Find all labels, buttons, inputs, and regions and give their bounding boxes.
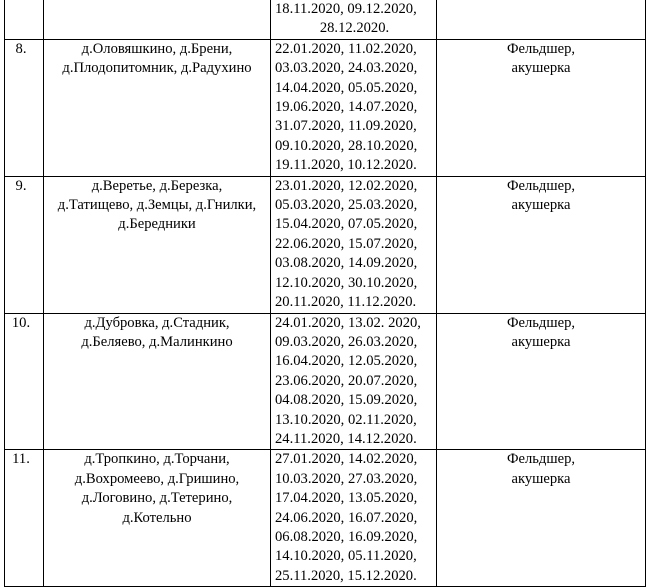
- date-line: 31.07.2020, 11.09.2020,: [275, 118, 417, 135]
- staff-line: акушерка: [511, 333, 571, 350]
- table-row: [5, 0, 646, 39]
- staff-line: Фельдшер,: [506, 177, 576, 194]
- date-line: 24.06.2020, 16.07.2020,: [275, 509, 418, 526]
- date-line: 03.08.2020, 14.09.2020,: [275, 255, 418, 272]
- village-line: д.Тропкино, д.Торчани,: [84, 451, 230, 468]
- date-line: 14.04.2020, 05.05.2020,: [275, 79, 418, 96]
- date-line: 15.04.2020, 07.05.2020,: [275, 216, 418, 233]
- row-number: 10.: [11, 314, 31, 331]
- staff-line: Фельдшер,: [506, 451, 576, 468]
- date-line: 06.08.2020, 16.09.2020,: [275, 528, 418, 545]
- village-line: д.Вохромеево, д.Гришино,: [74, 470, 240, 487]
- date-line: 09.03.2020, 26.03.2020,: [275, 333, 418, 350]
- date-line: 13.10.2020, 02.11.2020,: [275, 411, 417, 428]
- village-line: д.Дубровка, д.Стадник,: [84, 314, 230, 331]
- schedule-table: [4, 0, 646, 587]
- row-number-cell: [5, 0, 44, 39]
- date-line: 27.01.2020, 14.02.2020,: [275, 451, 418, 468]
- villages-cell: [44, 176, 271, 313]
- date-line: 24.11.2020, 14.12.2020.: [275, 430, 417, 447]
- date-line: 04.08.2020, 15.09.2020,: [275, 392, 418, 409]
- date-line: 25.11.2020, 15.12.2020.: [275, 567, 417, 584]
- staff-cell: [437, 450, 646, 587]
- date-line: 22.06.2020, 15.07.2020,: [275, 235, 418, 252]
- date-line: 22.01.2020, 11.02.2020,: [275, 40, 417, 57]
- date-line: 28.12.2020.: [319, 20, 390, 37]
- dates-cell: [271, 313, 437, 450]
- date-line: 10.03.2020, 27.03.2020,: [275, 470, 418, 487]
- staff-cell: [437, 176, 646, 313]
- date-line: 17.04.2020, 13.05.2020,: [275, 490, 418, 507]
- dates-cell: [271, 0, 437, 39]
- row-number-cell: [5, 176, 44, 313]
- date-line: 23.01.2020, 12.02.2020,: [275, 177, 418, 194]
- row-number: 9.: [15, 177, 27, 194]
- village-line: д.Татищево, д.Земцы, д.Гнилки,: [57, 197, 257, 214]
- row-number-cell: [5, 313, 44, 450]
- date-line: 12.10.2020, 30.10.2020,: [275, 274, 418, 291]
- village-line: д.Веретье, д.Березка,: [91, 177, 223, 194]
- staff-line: Фельдшер,: [506, 314, 576, 331]
- villages-cell: [44, 450, 271, 587]
- table-row: [5, 313, 646, 450]
- table-row: [5, 450, 646, 587]
- row-number: 11.: [12, 451, 30, 468]
- village-line: д.Котельно: [122, 509, 192, 526]
- date-line: 18.11.2020, 09.12.2020,: [275, 1, 417, 17]
- date-line: 23.06.2020, 20.07.2020,: [275, 372, 418, 389]
- date-line: 24.01.2020, 13.02. 2020,: [275, 314, 421, 331]
- village-line: д.Бередники: [118, 216, 196, 233]
- date-line: 20.11.2020, 11.12.2020.: [275, 294, 417, 311]
- dates-cell: [271, 176, 437, 313]
- row-number: 8.: [15, 40, 27, 57]
- date-line: 05.03.2020, 25.03.2020,: [275, 197, 418, 214]
- date-line: 19.06.2020, 14.07.2020,: [275, 99, 418, 116]
- table-row: [5, 176, 646, 313]
- staff-line: акушерка: [511, 197, 571, 214]
- row-number-cell: [5, 39, 44, 176]
- date-line: 03.03.2020, 24.03.2020,: [275, 60, 418, 77]
- date-line: 19.11.2020, 10.12.2020.: [275, 157, 417, 174]
- date-line: 16.04.2020, 12.05.2020,: [275, 353, 418, 370]
- village-line: д.Беляево, д.Малинкино: [81, 333, 233, 350]
- staff-cell: [437, 0, 646, 39]
- staff-line: акушерка: [511, 60, 571, 77]
- villages-cell: [44, 39, 271, 176]
- villages-cell: [44, 0, 271, 39]
- staff-cell: [437, 313, 646, 450]
- row-number-cell: [5, 450, 44, 587]
- staff-line: Фельдшер,: [506, 40, 576, 57]
- villages-cell: [44, 313, 271, 450]
- staff-cell: [437, 39, 646, 176]
- table-row: [5, 39, 646, 176]
- dates-cell: [271, 39, 437, 176]
- village-line: д.Оловяшкино, д.Брени,: [81, 40, 233, 57]
- date-line: 09.10.2020, 28.10.2020,: [275, 137, 418, 154]
- date-line: 14.10.2020, 05.11.2020,: [275, 548, 417, 565]
- dates-cell: [271, 450, 437, 587]
- village-line: д.Плодопитомник, д.Радухино: [62, 60, 252, 77]
- village-line: д.Логовино, д.Тетерино,: [81, 490, 233, 507]
- schedule-table-body: [5, 0, 646, 587]
- staff-line: акушерка: [511, 470, 571, 487]
